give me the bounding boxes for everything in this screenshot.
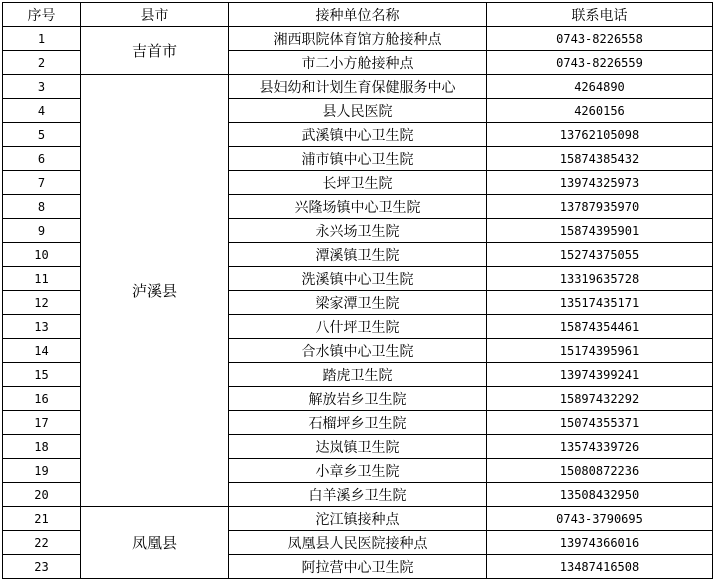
site-name: 凤凰县人民医院接种点 — [229, 531, 487, 555]
phone-number: 15874354461 — [487, 315, 713, 339]
site-name: 石榴坪乡卫生院 — [229, 411, 487, 435]
row-index: 20 — [3, 483, 81, 507]
site-name: 小章乡卫生院 — [229, 459, 487, 483]
phone-number: 13787935970 — [487, 195, 713, 219]
site-name: 阿拉营中心卫生院 — [229, 555, 487, 579]
site-name: 解放岩乡卫生院 — [229, 387, 487, 411]
row-index: 14 — [3, 339, 81, 363]
phone-number: 4264890 — [487, 75, 713, 99]
table-row — [3, 27, 713, 51]
phone-number: 13974325973 — [487, 171, 713, 195]
header-row — [3, 3, 713, 27]
phone-number: 13487416508 — [487, 555, 713, 579]
site-name: 八什坪卫生院 — [229, 315, 487, 339]
county-cell: 吉首市 — [81, 27, 229, 75]
site-name: 潭溪镇卫生院 — [229, 243, 487, 267]
site-name: 县妇幼和计划生育保健服务中心 — [229, 75, 487, 99]
vaccination-sites-table — [2, 2, 713, 579]
row-index: 21 — [3, 507, 81, 531]
phone-number: 13574339726 — [487, 435, 713, 459]
site-name: 武溪镇中心卫生院 — [229, 123, 487, 147]
row-index: 5 — [3, 123, 81, 147]
site-name: 兴隆场镇中心卫生院 — [229, 195, 487, 219]
site-name: 踏虎卫生院 — [229, 363, 487, 387]
row-index: 7 — [3, 171, 81, 195]
site-name: 县人民医院 — [229, 99, 487, 123]
row-index: 17 — [3, 411, 81, 435]
site-name: 浦市镇中心卫生院 — [229, 147, 487, 171]
site-name: 永兴场卫生院 — [229, 219, 487, 243]
row-index: 13 — [3, 315, 81, 339]
row-index: 12 — [3, 291, 81, 315]
phone-number: 0743-3790695 — [487, 507, 713, 531]
row-index: 22 — [3, 531, 81, 555]
site-name: 合水镇中心卫生院 — [229, 339, 487, 363]
phone-number: 15080872236 — [487, 459, 713, 483]
phone-number: 13508432950 — [487, 483, 713, 507]
table-body — [3, 27, 713, 579]
row-index: 11 — [3, 267, 81, 291]
phone-number: 13974366016 — [487, 531, 713, 555]
row-index: 23 — [3, 555, 81, 579]
table-row — [3, 75, 713, 99]
county-cell: 凤凰县 — [81, 507, 229, 579]
county-cell: 泸溪县 — [81, 75, 229, 507]
phone-number: 15274375055 — [487, 243, 713, 267]
phone-number: 0743-8226558 — [487, 27, 713, 51]
site-name: 梁家潭卫生院 — [229, 291, 487, 315]
row-index: 6 — [3, 147, 81, 171]
phone-number: 13517435171 — [487, 291, 713, 315]
site-name: 长坪卫生院 — [229, 171, 487, 195]
phone-number: 13319635728 — [487, 267, 713, 291]
phone-number: 15897432292 — [487, 387, 713, 411]
phone-number: 15874395901 — [487, 219, 713, 243]
phone-number: 13974399241 — [487, 363, 713, 387]
row-index: 3 — [3, 75, 81, 99]
row-index: 16 — [3, 387, 81, 411]
phone-number: 15874385432 — [487, 147, 713, 171]
phone-number: 13762105098 — [487, 123, 713, 147]
header-county: 县市 — [81, 3, 229, 27]
header-index: 序号 — [3, 3, 81, 27]
row-index: 19 — [3, 459, 81, 483]
phone-number: 0743-8226559 — [487, 51, 713, 75]
site-name: 白羊溪乡卫生院 — [229, 483, 487, 507]
site-name: 沱江镇接种点 — [229, 507, 487, 531]
row-index: 9 — [3, 219, 81, 243]
phone-number: 15074355371 — [487, 411, 713, 435]
row-index: 15 — [3, 363, 81, 387]
phone-number: 15174395961 — [487, 339, 713, 363]
table-row — [3, 507, 713, 531]
header-site: 接种单位名称 — [229, 3, 487, 27]
phone-number: 4260156 — [487, 99, 713, 123]
row-index: 1 — [3, 27, 81, 51]
row-index: 2 — [3, 51, 81, 75]
site-name: 湘西职院体育馆方舱接种点 — [229, 27, 487, 51]
row-index: 4 — [3, 99, 81, 123]
row-index: 10 — [3, 243, 81, 267]
site-name: 市二小方舱接种点 — [229, 51, 487, 75]
header-phone: 联系电话 — [487, 3, 713, 27]
site-name: 达岚镇卫生院 — [229, 435, 487, 459]
row-index: 18 — [3, 435, 81, 459]
row-index: 8 — [3, 195, 81, 219]
site-name: 洗溪镇中心卫生院 — [229, 267, 487, 291]
